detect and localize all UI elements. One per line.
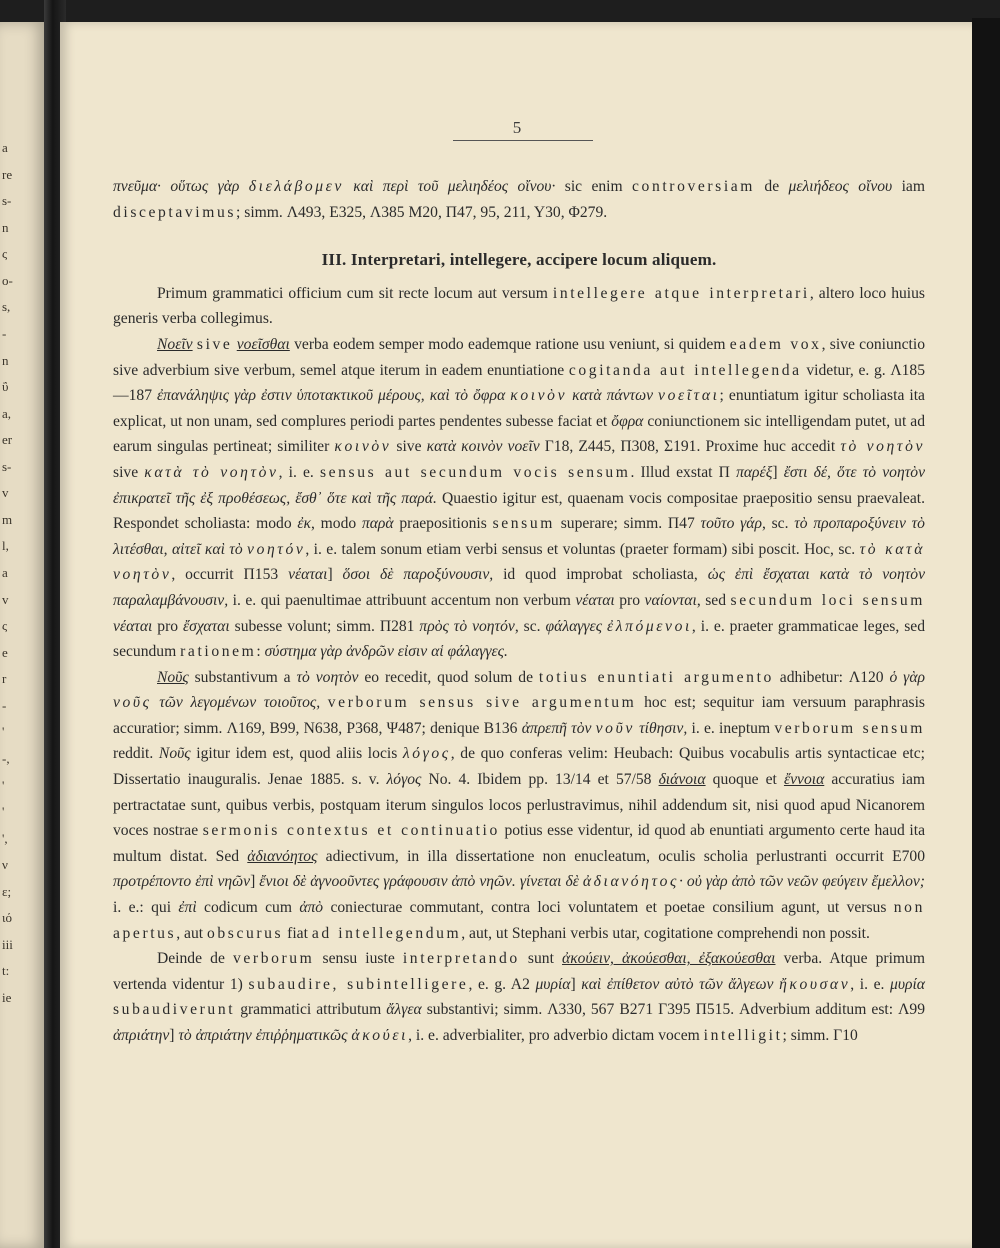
margin-fragment: ΰ <box>2 379 9 395</box>
paragraph-intro <box>113 281 925 332</box>
p1-run: iam <box>892 178 925 195</box>
margin-fragment: ie <box>2 990 12 1005</box>
margin-fragment: ' <box>2 804 5 820</box>
p4-run: , aut <box>176 924 207 942</box>
p5-run: ] <box>570 975 582 993</box>
p3-run: κατὰ πάντων <box>567 387 659 405</box>
p3-run: φάλαγγες <box>545 617 607 635</box>
p5-run: sunt <box>519 950 563 968</box>
p3-run: νέαται <box>113 617 153 635</box>
p1-run: ; simm. Λ493, E325, Λ385 M20, Π47, 95, 211, Υ30, Φ279. <box>236 203 608 221</box>
p3-run: νοεῖται <box>658 387 720 405</box>
p3-run: ἐκ <box>297 515 312 533</box>
p3-run: σύστημα γὰρ ἀνδρῶν εἰσιν αἱ φάλαγγες. <box>264 643 508 661</box>
p4-run: Νοῦς <box>158 745 191 763</box>
p3-run: παρέξ <box>736 463 773 481</box>
p3-run: , i. e. talem sonum etiam verbi sensus et voluntas (praeter formam) sibi poscit. Hoc, sc. <box>305 540 860 558</box>
p3-run: , occurrit Π153 <box>171 566 289 584</box>
p3-run: sensum <box>492 515 555 533</box>
p3-run: cogitanda aut intellegenda <box>568 361 802 379</box>
p3-run: , sed <box>696 591 731 609</box>
p5-run: verborum <box>232 950 315 968</box>
paragraph-akouein <box>113 946 925 1048</box>
p5-run: substantivi; simm. Λ330, 567 B271 Γ395 Π515. Adverbium additum est: Λ99 <box>421 1001 925 1019</box>
margin-fragment: - <box>2 697 7 713</box>
p1-run: καὶ περὶ τοῦ μελιηδέος οἴνου· <box>343 178 556 195</box>
p3-run: coniunctionem sic intelligendam putet, ut ad earum singulas pertineat; similiter <box>113 412 925 456</box>
p3-run: praepositionis <box>393 515 493 533</box>
p4-run: obscurus <box>206 924 284 942</box>
p4-run: · οὐ γὰρ ἀπὸ τῶν νεῶν φεύγειν ἔμελλον; <box>679 873 925 891</box>
p4-run: λόγος <box>402 745 451 763</box>
p3-run: ἔστι δέ, ὅτε τὸ νοητὸν ἐπικρατεῖ τῆς ἐξ προθέσεως, ἔσθ᾿ ὅτε καὶ τῆς παρά. <box>113 463 926 507</box>
p3-run: i. e. qui paenultimae attribuunt accentum non verbum <box>228 591 576 609</box>
margin-fragment: -, <box>2 750 10 766</box>
p3-run: , i. e. <box>278 463 320 481</box>
p4-run: i. e. ineptum <box>687 719 775 737</box>
p3-run: ναίονται <box>644 591 697 609</box>
p3-run: . Illud exstat Π <box>630 463 737 481</box>
p4-run: διάνοια <box>658 771 706 789</box>
p3-run: , sive coniunctio sive adverbium sive verbum, semel atque iterum in eadem enuntiatione <box>113 335 925 379</box>
p5-run: verba. Atque primum vertenda videntur 1) <box>113 950 925 993</box>
p4-run: codicum cum <box>196 899 300 917</box>
p3-run: Νοεῖν <box>157 335 193 353</box>
p3-run: secundum loci sensum <box>730 591 925 609</box>
margin-fragment: ιό <box>2 910 12 926</box>
p5-run: , e. g. A2 <box>468 975 536 993</box>
p5-run: ἤκουσαν <box>779 975 851 993</box>
p4-run: νοῦς <box>113 694 152 712</box>
p4-run: coniecturae commutant, contra loci voluntatem et poetae consilium agunt, ut versus <box>323 899 894 917</box>
p3-run: ὡς ἐπὶ ἔσχαται κατὰ τὸ νοητὸν παραλαμβάνουσιν, <box>113 566 926 609</box>
margin-fragment: l, <box>2 538 9 554</box>
p4-run: substantivum a <box>188 668 297 686</box>
margin-fragment: v <box>2 485 9 501</box>
p3-run: τὸ νοητὸν <box>840 438 925 456</box>
margin-fragment: ν <box>2 857 8 873</box>
p5-run: intelligit <box>703 1027 783 1044</box>
p3-run: rationem <box>180 643 257 661</box>
p3-run: pro <box>614 591 645 609</box>
p5-run: μυρία <box>535 975 571 993</box>
p3-run: κατὰ τὸ νοητὸν <box>144 463 279 481</box>
p3-run: τὸ προπαροξύνειν τὸ λιτέσθαι, αἰτεῖ καὶ τὸ <box>113 515 925 558</box>
p4-run: ἐπὶ <box>178 899 197 917</box>
right-dark-edge <box>972 18 1000 1248</box>
p3-run: παρὰ <box>361 515 394 533</box>
p4-run: totius enuntiati argumento <box>538 668 774 686</box>
p4-run: , aut, ut Stephani verbis utar, cogitatione comprehendi non possit. <box>461 924 870 942</box>
body-text <box>113 174 925 1049</box>
p3-run: superare; simm. Π47 <box>554 515 701 533</box>
p3-run: videtur, e. g. Λ185—187 <box>113 361 926 405</box>
margin-fragment: a <box>2 140 8 155</box>
p4-run: Νοῦς <box>157 668 189 686</box>
margin-fragment: ε; <box>2 883 12 899</box>
margin-fragment: m <box>2 511 13 527</box>
p4-run: igitur idem est, quod aliis locis <box>190 745 403 763</box>
p3-run: , modo <box>311 515 362 533</box>
p5-run: καὶ ἐπίθετον αὐτὸ τῶν ἄλγεων <box>581 975 780 993</box>
p4-run: adhibetur: Λ120 <box>773 668 890 686</box>
p4-run: ὁ γὰρ <box>889 668 926 686</box>
margin-fragment: ', <box>2 830 8 846</box>
p4-run: τίθησιν, <box>634 719 688 737</box>
p3-run: ἐλπόμενοι <box>606 617 692 635</box>
p4-run: sermonis contextus et continuatio <box>202 822 500 840</box>
p3-run: eadem vox <box>729 335 822 353</box>
p3-run: , sc. <box>514 617 546 635</box>
p5-run: Deinde de <box>157 950 233 968</box>
p2-run: Primum grammatici officium cum sit recte locum aut versum <box>157 284 553 302</box>
margin-fragment: s- <box>2 193 12 209</box>
p4-run: ἀπρεπῆ τὸν <box>521 719 596 737</box>
p4-run: ] <box>250 873 260 891</box>
p4-run: , de quo conferas velim: Heubach: Quibus vocabulis artis syntacticae etc; Dissertatio inauguralis. Jenae 1885. s. v. <box>113 745 925 789</box>
margin-fragment: v <box>2 591 9 607</box>
p4-run: quoque et <box>705 771 784 789</box>
p3-run: Γ18, Z445, Π308, Σ191. Proxime huc accedit <box>539 438 841 456</box>
p4-run: accuratius iam pertractatae sunt, quibus verbis, postquam iterum singulos locos perlustravimus, nihil addendum sit, nisi quod apud Nicanorem voces nostrae <box>113 771 925 840</box>
p1-run: μελιήδεος οἴνου <box>788 178 893 195</box>
p3-run: pro <box>152 617 184 635</box>
p3-run: sensus aut secundum vocis sensum <box>319 463 631 481</box>
p4-run: eo recedit, quod solum de <box>358 668 539 686</box>
p3-run: ] <box>327 566 343 584</box>
p3-run: νοητόν <box>247 540 306 558</box>
margin-fragment: - <box>2 325 7 341</box>
p4-run: τῶν λεγομένων τοιοῦτος, <box>151 694 321 712</box>
header-rule <box>453 140 593 141</box>
margin-fragment: o- <box>2 272 13 288</box>
p4-run: i. e.: qui <box>113 899 179 917</box>
p5-run: ] <box>169 1027 179 1044</box>
p3-run: νοεῖσθαι <box>236 335 290 353</box>
p5-run: ; simm. Γ10 <box>782 1027 858 1044</box>
margin-fragment: ς <box>2 246 8 262</box>
p5-run: , i. e. adverbialiter, pro adverbio dictam vocem <box>408 1027 704 1044</box>
p4-run: νοῦν <box>595 719 635 737</box>
p3-run: τοῦτο γάρ <box>700 515 762 533</box>
p5-run: ἀκούειν, ἀκούεσθαι, ἐξακούεσθαι <box>562 950 776 968</box>
p5-run: interpretando <box>402 950 520 968</box>
margin-fragment: r <box>2 671 7 687</box>
margin-fragment: er <box>2 432 13 448</box>
margin-fragment: s, <box>2 299 11 315</box>
margin-fragment: re <box>2 166 13 182</box>
paragraph-continuation <box>113 174 925 225</box>
p4-run: ad intellegendum <box>311 924 462 942</box>
p3-run: νέαται <box>288 566 328 584</box>
p3-run: sive <box>196 335 233 353</box>
margin-fragment: ' <box>2 724 5 740</box>
margin-fragment: a <box>2 565 8 580</box>
margin-fragment: t: <box>2 963 10 979</box>
margin-fragment: ς <box>2 618 8 634</box>
p3-run: , sc. <box>761 515 795 533</box>
p4-run: τὸ νοητὸν <box>296 668 359 686</box>
paragraph-noein <box>113 332 925 665</box>
p3-run: κοινὸν <box>510 387 568 405</box>
p4-run: fiat <box>283 924 312 942</box>
p4-run: ἔννοια <box>783 771 825 789</box>
margin-fragment: a, <box>2 405 12 421</box>
p3-run: verba eodem semper modo eademque ratione usu veniunt, si quidem <box>289 335 730 353</box>
p5-run: subaudiverunt <box>113 1001 236 1019</box>
p3-run: ἐπανάληψις γὰρ ἐστιν ὑποτακτικοῦ μέρους, καὶ τὸ ὄφρα <box>157 387 511 405</box>
margin-fragment: s- <box>2 458 12 474</box>
p3-run: sive <box>113 463 145 481</box>
p4-run: potius esse videntur, id quod ab enuntiati argumento certe haud ita multum distat. Sed <box>113 822 925 865</box>
p4-run: verborum sensus sive argumentum <box>327 694 637 712</box>
p3-run: τὸ κατὰ νοητὸν <box>113 540 925 584</box>
p4-run: ἔνιοι δὲ ἀγνοοῦντες γράφουσιν ἀπὸ νηῶν. γίνεται δὲ <box>259 873 583 891</box>
p3-run: ὄφρα <box>611 412 644 430</box>
p4-run <box>320 694 328 711</box>
p5-run: τὸ ἀπριάτην ἐπιῤῥηματικῶς <box>178 1027 352 1044</box>
p1-run: sic enim <box>555 178 633 195</box>
p4-run: ἀδιανόητος <box>247 847 318 865</box>
p1-run: πνεῦμα· οὕτως γὰρ <box>113 178 249 195</box>
paragraph-nous <box>113 665 925 947</box>
p5-run: ἀκούει <box>351 1027 409 1044</box>
p4-run: ἀδιανόητος <box>582 873 679 891</box>
p5-run: ἀπριάτην <box>113 1027 170 1044</box>
p3-run: ; enuntiatum igitur scholiasta ita explicat, ut non unam, sed complures periodi partes pendentes subesse faciat et <box>113 387 925 430</box>
p4-run: προτρέποντο ἐπὶ νηῶν <box>113 873 251 891</box>
margin-fragment: ' <box>2 777 5 793</box>
p1-run: de <box>755 178 789 195</box>
p5-run: μυρία <box>890 975 925 993</box>
p4-run: ἀπὸ <box>299 899 324 917</box>
p3-run: : <box>256 643 265 661</box>
p3-run: κοινὸν <box>334 438 392 456</box>
p4-run: non apertus <box>113 899 925 942</box>
p4-run: verborum sensum <box>774 719 925 737</box>
p4-run: λόγος <box>386 771 422 789</box>
p5-run: subaudire, subintelligere <box>248 975 469 993</box>
p4-run: adiectivum, in illa dissertatione non enucleatum, oculis scholia perlustranti occurrit E700 <box>317 847 926 865</box>
p3-run: sive <box>391 438 427 456</box>
margin-fragment: n <box>2 219 9 235</box>
p3-run: ὅσοι δὲ παροξύνουσιν, <box>342 566 494 584</box>
p3-run: subesse volunt; simm. Π281 <box>229 617 420 635</box>
margin-fragment: e <box>2 644 8 660</box>
p5-run: ἄλγεα <box>386 1001 422 1019</box>
page-number: 5 <box>512 118 522 137</box>
right-page <box>60 22 974 1248</box>
p3-run: ἔσχαται <box>183 617 230 635</box>
p4-run: reddit. <box>113 745 159 763</box>
p4-run: No. 4. Ibidem pp. 13/14 et 57/58 <box>421 771 659 789</box>
p4-run: hoc est; sequitur iam versuum paraphrasis accuratior; simm. Λ169, B99, N638, P368, Ψ487; denique B136 <box>113 694 925 737</box>
p3-run: νέαται <box>575 591 615 609</box>
section-heading: III. Interpretari, intellegere, accipere locum aliquem. <box>321 250 717 270</box>
margin-fragment: n <box>2 352 9 368</box>
p3-run: Quaestio igitur est, quaenam vocis compositae praepositio sensu praevaleat. Respondet scholiasta: modo <box>113 489 925 533</box>
p1-run: disceptavimus <box>113 203 237 221</box>
p3-run: πρὸς τὸ νοητόν <box>419 617 515 635</box>
p5-run: grammatici attributum <box>235 1001 387 1019</box>
p1-run: controversiam <box>632 178 756 195</box>
p2-run: , altero loco huius generis verba collegimus. <box>113 284 925 328</box>
p1-run: διελάβομεν <box>248 178 344 195</box>
p2-run: intellegere atque interpretari <box>552 284 810 302</box>
p5-run: , i. e. <box>850 975 890 993</box>
p5-run: sensu iuste <box>314 950 403 968</box>
p3-run: , i. e. praeter grammaticae leges, sed secundum <box>113 617 925 661</box>
p3-run: κατὰ κοινὸν νοεῖν <box>426 438 540 456</box>
margin-fragment: iii <box>2 936 13 952</box>
left-page-edge <box>0 22 46 1248</box>
p3-run: id quod improbat scholiasta, <box>493 566 708 584</box>
p3-run: ] <box>772 463 784 481</box>
